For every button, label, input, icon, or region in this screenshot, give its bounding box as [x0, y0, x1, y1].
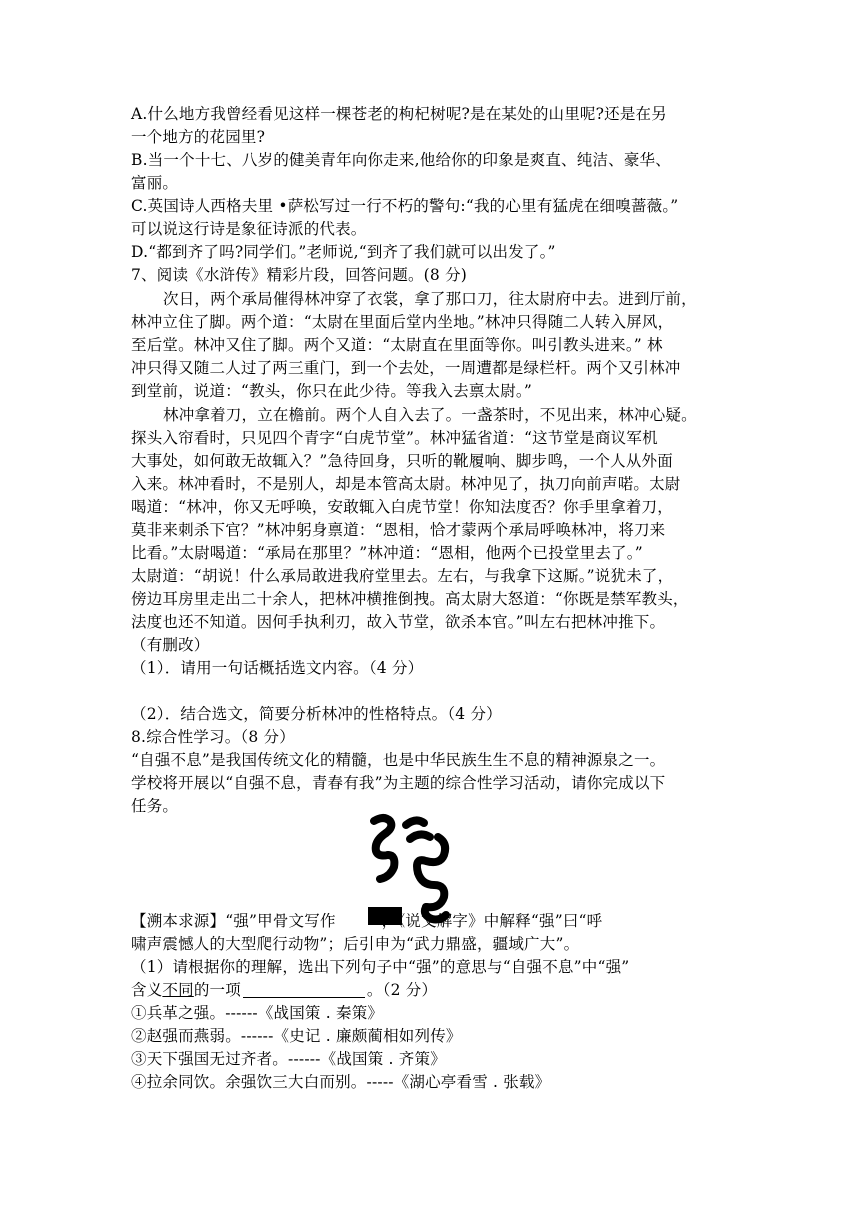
option-b-line-1: B.当一个十七、八岁的健美青年向你走来,他给你的印象是爽直、纯洁、豪华、 — [131, 151, 671, 169]
origin-text-a: 【溯本求源】“强”甲骨文写作 — [131, 912, 336, 930]
passage-line: 至后堂。林冲又住了脚。两个又道：“太尉直在里面等你。叫引教头进来。” 林 — [131, 336, 663, 354]
task1-text: 的一项 — [193, 981, 241, 999]
task1-line-2 — [131, 979, 437, 1001]
task1-text: 含义 — [131, 981, 163, 999]
passage-line: 林冲拿着刀，立在檐前。两个人自入去了。一盏茶时，不见出来，林冲心疑。 — [163, 406, 697, 424]
passage-line: 冲只得又随二人过了两三重门，到一个去处，一周遭都是绿栏杆。两个又引林冲 — [131, 359, 681, 377]
q7-sub-question-1: （1）．请用一句话概括选文内容。（4 分） — [131, 659, 424, 677]
passage-line: 入来。林冲看时，不是别人，却是本管高太尉。林冲见了，执刀向前声喏。太尉 — [131, 475, 681, 493]
q8-heading: 8.综合性学习。（8 分） — [131, 728, 295, 746]
choice-4: ④拉余同饮。余强饮三大白而别。-----《湖心亭看雪 . 张载》 — [131, 1073, 551, 1091]
origin-line — [131, 910, 602, 932]
origin-text-b: ，《说文解字》中解释“强”曰“呼 — [381, 912, 603, 930]
task1-line-1: （1）请根据你的理解，选出下列句子中“强”的意思与“自强不息”中“强” — [131, 958, 630, 976]
origin-line-2: 啸声震憾人的大型爬行动物”；后引申为“武力鼎盛，疆域广大”。 — [131, 935, 580, 953]
option-c-line-1: C.英国诗人西格夫里 •萨松写过一行不朽的警句:“我的心里有猛虎在细嗅蔷薇。” — [131, 197, 679, 215]
passage-line: 莫非来刺杀下官？”林冲躬身禀道：“恩相，恰才蒙两个承局呼唤林冲，将刀来 — [131, 521, 666, 539]
choice-1: ①兵革之强。------《战国策 . 秦策》 — [131, 1004, 384, 1022]
passage-line: 傍边耳房里走出二十余人，把林冲横推倒拽。高太尉大怒道：“你既是禁军教头， — [131, 590, 689, 608]
passage-line: 大事处，如何敢无故辄入？”急待回身，只听的靴履响、脚步鸣，一个人从外面 — [131, 452, 673, 470]
option-a-line-1: A.什么地方我曾经看见这样一棵苍老的枸杞树呢?是在某处的山里呢?还是在另 — [131, 105, 667, 123]
passage-line: 探头入帘看时，只见四个青字“白虎节堂”。林冲猛省道：“这节堂是商议军机 — [131, 429, 658, 447]
passage-line: 林冲立住了脚。两个道：“太尉在里面后堂内坐地。”林冲只得随二人转入屏风， — [131, 313, 674, 331]
passage-note: （有删改） — [131, 636, 210, 654]
task1-underlined-word: 不同 — [162, 981, 194, 999]
passage-line: 法度也还不知道。因何手执利刃，故入节堂，欲杀本官。”叫左右把林冲推下。 — [131, 613, 666, 631]
option-a-line-2: 一个地方的花园里? — [131, 128, 266, 146]
choice-3: ③天下强国无过齐者。------《战国策 . 齐策》 — [131, 1050, 446, 1068]
oracle-bone-qiang-glyph-image — [366, 811, 452, 925]
option-b-line-2: 富丽。 — [131, 174, 179, 192]
passage-line: 比看。”太尉喝道：“承局在那里？”林冲道：“恩相，他两个已投堂里去了。” — [131, 544, 643, 562]
passage-line: 太尉道：“胡说！什么承局敢进我府堂里去。左右，与我拿下这厮。”说犹未了， — [131, 567, 674, 585]
choice-2: ②赵强而燕弱。------《史记 . 廉颇蔺相如列传》 — [131, 1027, 462, 1045]
answer-blank[interactable] — [243, 981, 365, 998]
q8-intro-line: “自强不息”是我国传统文化的精髓，也是中华民族生生不息的精神源泉之一。 — [131, 751, 666, 769]
passage-line: 次日，两个承局催得林冲穿了衣裳，拿了那口刀，往太尉府中去。进到厅前， — [163, 290, 697, 308]
q7-sub-question-2: （2）．结合选文，简要分析林冲的性格特点。（4 分） — [131, 705, 502, 723]
q8-intro-line: 学校将开展以“自强不息，青春有我”为主题的综合性学习活动，请你完成以下 — [131, 774, 666, 792]
task1-points: 。（2 分） — [366, 981, 438, 999]
passage-line: 喝道：“林冲，你又无呼唤，安敢辄入白虎节堂！你知法度否？你手里拿着刀， — [131, 498, 673, 516]
q8-intro-line: 任务。 — [131, 797, 179, 815]
passage-line: 到堂前，说道：“教头，你只在此少待。等我入去禀太尉。” — [131, 382, 532, 400]
option-c-line-2: 可以说这行诗是象征诗派的代表。 — [131, 220, 367, 238]
q7-heading: 7、阅读《水浒传》精彩片段，回答问题。(8 分) — [131, 266, 468, 284]
option-d-line: D.“都到齐了吗?同学们。”老师说,“到齐了我们就可以出发了。” — [131, 243, 556, 261]
